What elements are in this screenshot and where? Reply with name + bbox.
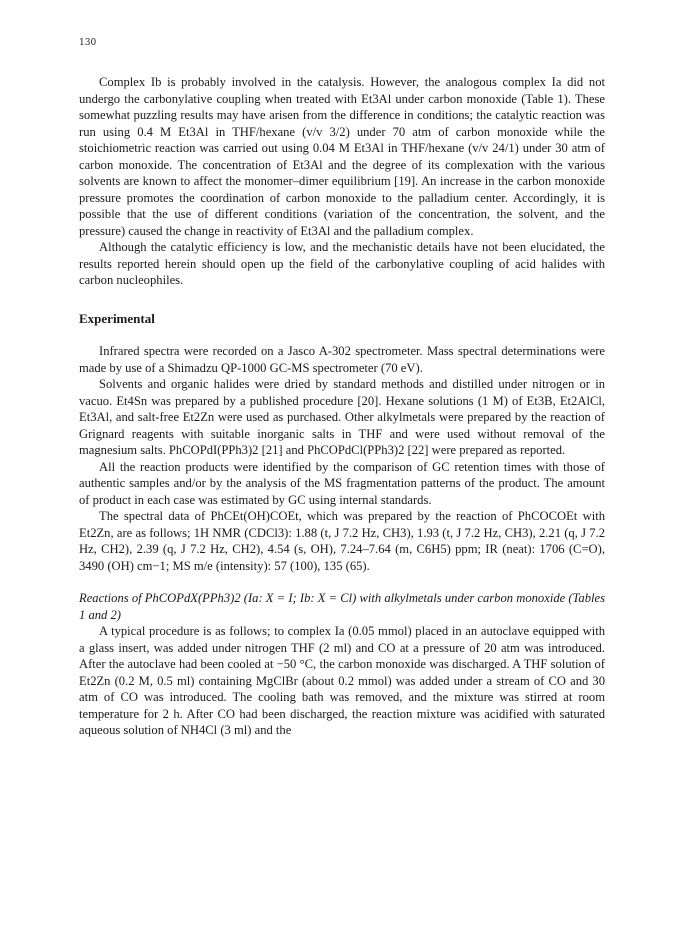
page-number: 130 bbox=[79, 38, 97, 48]
paragraph-product-identification: All the reaction products were identified by the comparison of GC retention times with those of authentic samples and/or by the analysis of the MS fragmentation patterns of the product. The amount of product in each case was estimated by GC using internal standards. bbox=[79, 459, 605, 507]
subsection-heading-reactions: Reactions of PhCOPdX(PPh3)2 (Ia: X = I; Ib: X = Cl) with alkylmetals under carbon monoxide (Tables 1 and 2) bbox=[79, 591, 605, 622]
paragraph-instruments: Infrared spectra were recorded on a Jasco A-302 spectrometer. Mass spectral determinations were made by use of a Shimadzu QP-1000 GC-MS spectrometer (70 eV). bbox=[79, 344, 605, 375]
paragraph-solvents: Solvents and organic halides were dried by standard methods and distilled under nitrogen or in vacuo. Et4Sn was prepared by a published procedure [20]. Hexane solutions (1 M) of Et3B, Et2AlCl, Et3Al, and salt-free Et2Zn were used as purchased. Other alkylmetals were prepared by the reaction of Grignard reagents with suitable inorganic salts in THF and were used without removal of the magnesium salts. PhCOPdI(PPh3)2 [21] and PhCOPdCl(PPh3)2 [22] were prepared as reported. bbox=[79, 377, 605, 457]
section-heading-experimental: Experimental bbox=[79, 310, 155, 326]
paragraph-spectral-data: The spectral data of PhCEt(OH)COEt, which was prepared by the reaction of PhCOCOEt with Et2Zn, are as follows; 1H NMR (CDCl3): 1.88 (t, J 7.2 Hz, CH3), 1.93 (t, J 7.2 Hz, CH3), 2.21 (q, J 7.2 Hz, CH2), 2.39 (q, J 7.2 Hz, CH2), 4.54 (s, OH), 7.24–7.64 (m, C6H5) ppm; IR (neat): 1706 (C=O), 3490 (OH) cm−1; MS m/e (intensity): 57 (100), 135 (65). bbox=[79, 509, 605, 573]
text-column bbox=[79, 74, 605, 739]
paragraph-discussion-2: Although the catalytic efficiency is low, and the mechanistic details have not been elucidated, the results reported herein should open up the field of the carbonylative coupling of acid halides with carbon nucleophiles. bbox=[79, 240, 605, 287]
paragraph-discussion-1: Complex Ib is probably involved in the catalysis. However, the analogous complex Ia did not undergo the carbonylative coupling when treated with Et3Al under carbon monoxide (Table 1). These somewhat puzzling results may have arisen from the difference in conditions; the catalytic reaction was run using 0.4 M Et3Al in THF/hexane (v/v 3/2) under 70 atm of carbon monoxide while the stoichiometric reaction was carried out using 0.04 M Et3Al in THF/hexane (v/v 24/1) under 30 atm of carbon monoxide. The concentration of Et3Al and the degree of its complexation with the various solvents are known to affect the monomer–dimer equilibrium [19]. An increase in the carbon monoxide pressure promotes the coordination of carbon monoxide to the palladium center. Accordingly, it is possible that the use of different conditions (variation of the concentration, the solvent, and the pressure) caused the change in reactivity of Et3Al and the palladium complex. bbox=[79, 75, 605, 238]
paragraph-typical-procedure: A typical procedure is as follows; to complex Ia (0.05 mmol) placed in an autoclave equipped with a glass insert, was added under nitrogen THF (2 ml) and CO at a pressure of 20 atm was introduced. After the autoclave had been cooled at −50 °C, the carbon monoxide was discharged. A THF solution of Et2Zn (0.2 M, 0.5 ml) containing MgClBr (about 0.2 mmol) was added under a stream of CO and 30 atm of CO was introduced. The cooling bath was removed, and the mixture was stirred at room temperature for 2 h. After CO had been discharged, the reaction mixture was acidified with saturated aqueous solution of NH4Cl (3 ml) and the bbox=[79, 624, 605, 737]
